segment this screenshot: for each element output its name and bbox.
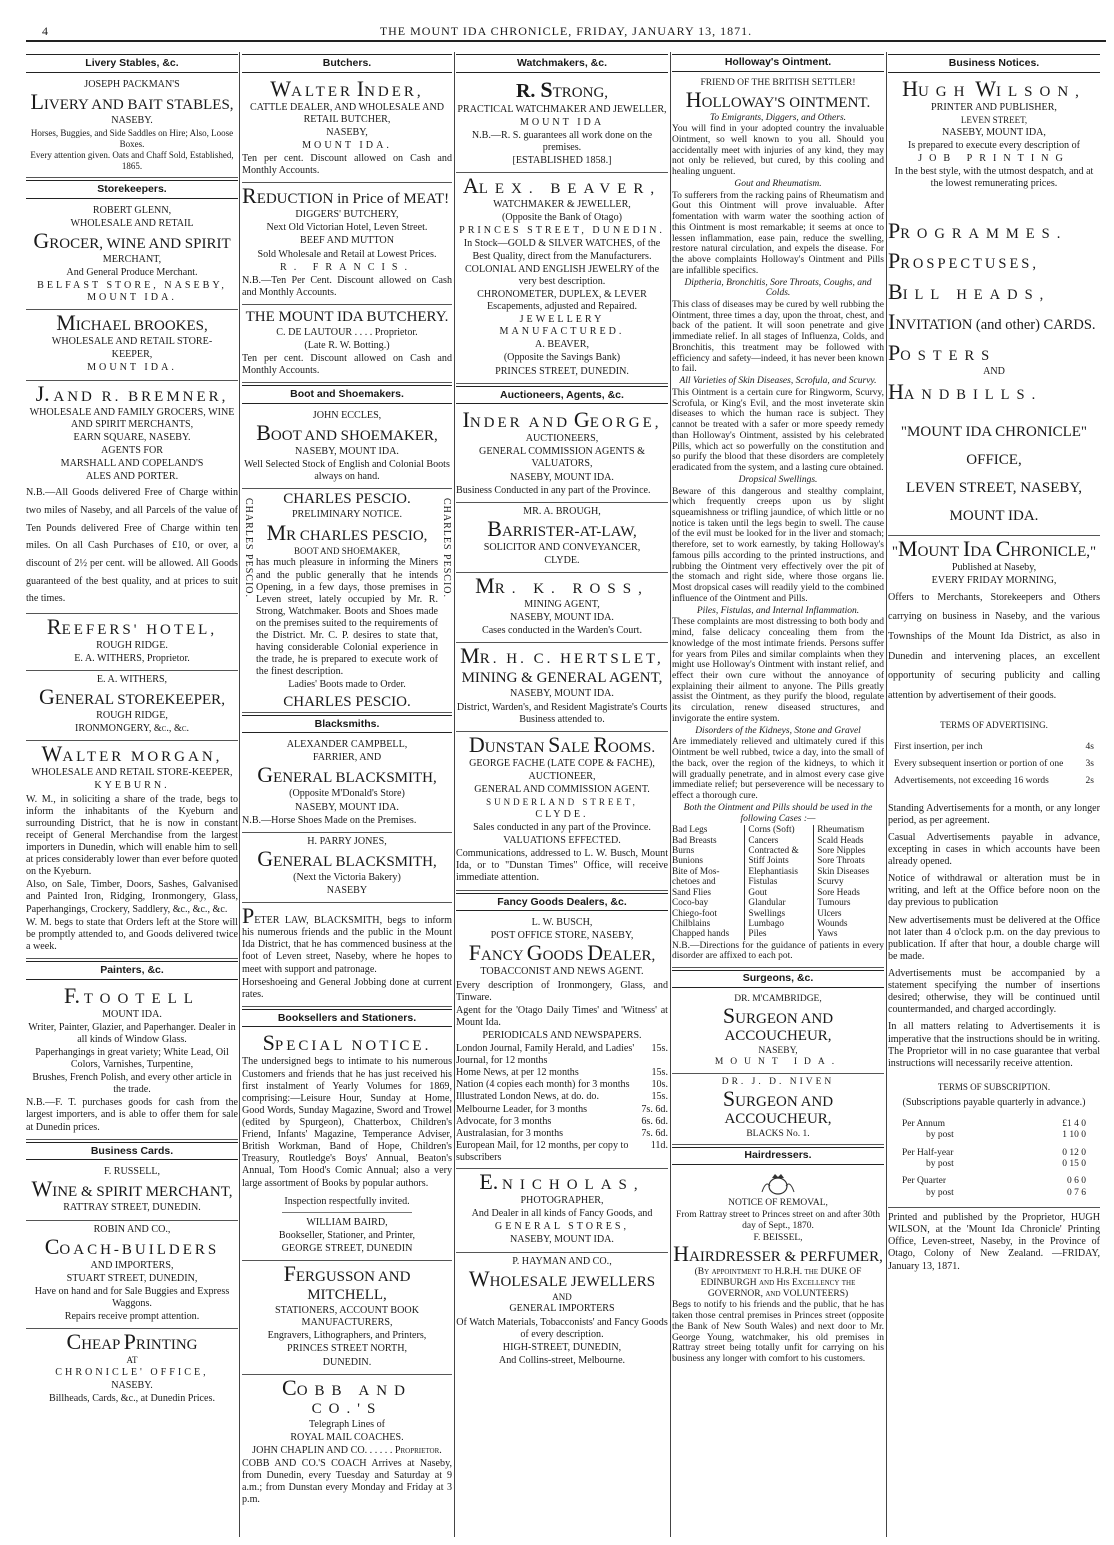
ailment-row [672, 877, 884, 887]
ad-brookes: MICHAEL BROOKES, WHOLESALE AND RETAIL STORE- KEEPER, MOUNT IDA. [26, 310, 238, 380]
ailment-cell: Stiff Joints [745, 856, 814, 866]
ad-diggers-butchery: REDUCTION in Price of MEAT! DIGGERS' BUTCHERY, Next Old Victorian Hotel, Leven Street. BEEF AND MUTTON Sold Wholesale and Retail at Lowest Prices. R. FRANCIS. N.B.—Ten Per Cent. Discount allowed on Cash and Monthly Accounts. [242, 183, 452, 305]
ailment-cell: Gout [745, 888, 814, 898]
column-5 [888, 52, 1100, 1537]
section-header: Boot and Shoemakers. [242, 385, 452, 404]
section-header: Business Notices. [888, 54, 1100, 73]
ad-ross: MR. K. ROSS, MINING AGENT, NASEBY, MOUNT IDA. Cases conducted in the Warden's Court. [456, 573, 668, 643]
sub-row: Per Half-year 0 12 0 [902, 1147, 1086, 1158]
ailment-cell: Cancers [745, 836, 814, 846]
price-row: Nation (4 copies each month) for 3 months 10s. [456, 1079, 668, 1091]
section-header: Storekeepers. [26, 180, 238, 199]
ailment-cell: Lumbago [745, 919, 814, 929]
ad-baird: SPECIAL NOTICE. The undersigned begs to intimate to his numerous Customers and friends that he has just received his first instalment of Yearly Volumes for 1869, comprising:—Leisure Hour, Sunday at Home, Good Words, Sunday Magazine, Sword and Trowel (edited by Spurgeon), Chatterbox, Children's Friend, Infants' Magazine, Temperance Adviser, British Workman, Band of Hope, Children's Treasury, Routledge's Boys' Annual, Beaton's Annual, Tom Hood's Comic Annual; also a very large assortment of Books by popular authors. Inspection respectfully invited. WILLIAM BAIRD, Bookseller, Stationer, and Printer, GEORGE STREET, DUNEDIN [242, 1030, 452, 1261]
ailment-cell: Elephantiasis [745, 867, 814, 877]
ad-strong: R. STRONG, PRACTICAL WATCHMAKER AND JEWELLER, MOUNT IDA N.B.—R. S. guarantees all work done on the premises. [ESTABLISHED 1858.] [456, 76, 668, 174]
ailment-cell: Corns (Soft) [745, 825, 814, 835]
newspaper-page [26, 22, 1106, 1537]
price-row: London Journal, Family Herald, and Ladies' Journal, for 12 months 15s. [456, 1043, 668, 1067]
ad-busch: L. W. BUSCH, POST OFFICE STORE, NASEBY, FANCY GOODS DEALER, TOBACCONIST AND NEWS AGENT. Every description of Ironmongery, Glass, and Tinware. Agent for the 'Otago Daily Times' and 'Witness' at Mount Ida. PERIODICALS AND NEWSPAPERS. London Journal, Family Herald, and Ladies' Journal, for 12 months 15s. Home News, at per 12 months 15s. Nation (4 copies each month) for 3 months 10s. Illustrated London News, at do. do. 15s. Melbourne Leader, for 3 months 7s. 6d. Advocate, for 3 months 6s. 6d. Australasian, for 3 months 7s. 6d. European Mail, for 12 months, per copy to subscribers 11d. [456, 914, 668, 1169]
masthead [26, 22, 1106, 42]
ailment-cell: Ulcers [814, 909, 884, 919]
ailment-cell: Piles [745, 929, 814, 939]
ailment-row [672, 856, 884, 866]
sub-row: Per Annum £1 4 0 [902, 1118, 1086, 1129]
ad-parry-jones: H. PARRY JONES, GENERAL BLACKSMITH, (Next the Victoria Bakery) NASEBY [242, 833, 452, 903]
ad-packman: JOSEPH PACKMAN'S LIVERY AND BAIT STABLES, NASEBY. Horses, Buggies, and Side Saddles on Hire; Also, Loose Boxes. Every attention given. Oats and Chaff Sold, Established, 1865. [26, 76, 238, 178]
ailment-row [672, 825, 884, 835]
ailment-cell: Chiego-foot [672, 908, 717, 919]
section-header: Livery Stables, &c. [26, 54, 238, 73]
rate-row: Advertisements, not exceeding 16 words 2s [894, 776, 1094, 787]
section-header: Butchers. [242, 54, 452, 73]
ailment-cell: Wounds [814, 919, 884, 929]
ad-campbell: ALEXANDER CAMPBELL, FARRIER, AND GENERAL BLACKSMITH, (Opposite M'Donald's Store) NASEBY, MOUNT IDA. N.B.—Horse Shoes Made on the Premises. [242, 736, 452, 833]
price-row: Advocate, for 3 months 6s. 6d. [456, 1115, 668, 1127]
ad-mccambridge: DR. M'CAMBRIDGE, SURGEON AND ACCOUCHEUR, NASEBY, MOUNT IDA. [672, 991, 884, 1074]
ailment-row [672, 846, 884, 856]
section-header: Fancy Goods Dealers, &c. [456, 893, 668, 912]
ailment-row [672, 867, 884, 877]
ad-niven: DR. J. D. NIVEN SURGEON AND ACCOUCHEUR, BLACKS No. 1. [672, 1074, 884, 1145]
column-2 [242, 52, 452, 1537]
rate-row: Every subsequent insertion or portion of one 3s [894, 758, 1094, 769]
section-header: Hairdressers. [672, 1147, 884, 1165]
ad-hugh-wilson: HUGH WILSON, PRINTER AND PUBLISHER, LEVEN STREET, NASEBY, MOUNT IDA, Is prepared to execute every description of JOB PRINTING In the best style, with the utmost despatch, and at the lowest remunerating prices. PROGRAMMES. PROSPECTUSES, BILL HEADS, INVITATION (and other) CARDS. POSTERS AND HANDBILLS. "MOUNT IDA CHRONICLE" OFFICE, LEVEN STREET, NASEBY, MOUNT IDA. [888, 76, 1100, 536]
ad-peter-law: PETER LAW, BLACKSMITH, begs to inform his numerous friends and the public in the Mount Ida District, that he has commenced business at the foot of Leven street, Naseby, where he hopes to meet with support and patronage. Horseshoeing and General Jobbing done at current rates. [242, 903, 452, 1007]
section-header: Business Cards. [26, 1142, 238, 1161]
ad-dunstan: DUNSTAN SALE ROOMS. GEORGE FACHE (LATE COPE & FACHE), AUCTIONEER, GENERAL AND COMMISSION AGENT. SUNDERLAND STREET, CLYDE. Sales conducted in any part of the Province. VALUATIONS EFFECTED. Communications, addressed to L. W. Busch, Mount Ida, or to "Dunstan Times" Office, will receive immediate attention. [456, 732, 668, 891]
column-3 [456, 52, 668, 1537]
ad-russell: F. RUSSELL, WINE & SPIRIT MERCHANT, RATTRAY STREET, DUNEDIN. [26, 1163, 238, 1220]
ailment-cell: Rheumatism [814, 825, 884, 835]
ailment-cell: Bunions [672, 856, 703, 867]
ad-eccles: JOHN ECCLES, BOOT AND SHOEMAKER, NASEBY, MOUNT IDA. Well Selected Stock of English and Colonial Boots always on hand. [242, 407, 452, 489]
ailment-cell: Bite of Mos- [672, 866, 720, 877]
ailment-cell: Sore Nipples [814, 846, 884, 856]
ailment-cell: Bad Legs [672, 825, 708, 836]
section-header: Auctioneers, Agents, &c. [456, 386, 668, 405]
ad-morgan: WALTER MORGAN, WHOLESALE AND RETAIL STORE-KEEPER, KYEBURN. W. M., in soliciting a share of the trade, begs to inform the inhabitants of the Kyeburn and surrounding District, that he is now in constant receipt of General Merchandise from the largest importers in Dunedin, which will enable him to sell at prices considerably lower than ever before quoted on the Kyeburn. Also, on Sale, Timber, Doors, Sashes, Galvanised and Painted Iron, Ridging, Ironmongery, Glass, Paperhangings, Crockery, Saddlery, &c., &c., &c. W. M. begs to state that Orders left at the Store will be promptly attended to, and Goods delivered twice a week. [26, 741, 238, 959]
ad-chronicle-terms: "MOUNT IDA CHRONICLE," Published at Naseby, EVERY FRIDAY MORNING, Offers to Merchants, Storekeepers and Others carrying on business in Naseby, and the various Townships of the Mount Ida District, as also in Dunedin and intervening places, an excellent opportunity of securing publicity and calling attention by advertisement of their goods. TERMS OF ADVERTISING. First insertion, per inch 4s Every subsequent insertion or portion of one 3s Advertisements, not exceeding 16 words 2s Standing Advertisements for a month, or any longer period, as per agreement. Casual Advertisements payable in advance, excepting in cases in which accounts have been already opened. Notice of withdrawal or alteration must be in writing, and left at the Office before noon on the day previous to publication New advertisements must be delivered at the Office not later than 4 o'clock p.m. on the day previous to publication. If after that hour, a double charge will be made. Advertisements must be accompanied by a statement specifying the number of insertions desired; otherwise, they will be continued until countermanded, and charged accordingly. In all matters relating to Advertisements it is imperative that the instructions should be in writing. The Proprietor will in no case guarantee that verbal instructions will necessarily receive attention. TERMS OF SUBSCRIPTION. (Subscriptions payable quarterly in advance.) Per Annum £1 4 0 by post 1 10 0 Per Half-year 0 12 0 by post 0 15 0 Per Quarter 0 6 0 by post 0 7 6 [888, 536, 1100, 1209]
section-header: Surgeons, &c. [672, 970, 884, 988]
ad-inder-george: INDER AND GEORGE, AUCTIONEERS, GENERAL COMMISSION AGENTS & VALUATORS, NASEBY, MOUNT IDA. Business Conducted in any part of the Province. [456, 407, 668, 503]
ailment-cell: Fistulas [745, 877, 814, 887]
price-row: Home News, at per 12 months 15s. [456, 1067, 668, 1079]
ailment-row [672, 929, 884, 939]
price-row: Illustrated London News, at do. do. 15s. [456, 1091, 668, 1103]
column-1 [26, 52, 238, 1537]
ad-mount-ida-butchery: THE MOUNT IDA BUTCHERY. C. DE LAUTOUR . . . . Proprietor. (Late R. W. Botting.) Ten per cent. Discount allowed on Cash and Monthly Accounts. [242, 305, 452, 383]
ailment-row [672, 919, 884, 929]
ad-beissel: NOTICE OF REMOVAL, From Rattray street to Princes street on and after 30th day of Sept., 1870. F. BEISSEL, HAIRDRESSER & PERFUMER, (By appointment to H.R.H. the DUKE OF EDINBURGH and His Excellency the GOVERNOR, and VOLUNTEERS) Begs to notify to his friends and the public, that he has taken those central premises in Princes street (opposite the Bank of New South Wales) and next door to Mr. George Young, watchmaker, his old premises in Rattray street being totally unfit for carrying on his business any longer with comfort to his customers. [672, 1168, 884, 1369]
ailments-table [672, 825, 884, 939]
royal-crest-icon [758, 1172, 798, 1196]
ad-robin: ROBIN AND CO., COACH-BUILDERS AND IMPORTERS, STUART STREET, DUNEDIN, Have on hand and for Sale Buggies and Express Waggons. Repairs receive prompt attention. [26, 1221, 238, 1330]
ad-pescio: CHARLES PESCIO. CHARLES PESCIO. CHARLES PESCIO. PRELIMINARY NOTICE. MR CHARLES PESCIO, BOOT AND SHOEMAKER, has much pleasure in informing the Miners and the public generally that he intends Opening, in a few days, those premises in Leven street, lately occupied by Mr. R. Strong, Watchmaker. Boots and Shoes made on the premises suited to the requirements of the District. Mr. C. P. desires to state that, having considerable Colonial experience in the trade, he is prepared to execute work of the finest description. Ladies' Boots made to Order. CHARLES PESCIO. [242, 490, 452, 712]
price-list [456, 1043, 668, 1164]
ailment-cell: Coco-bay [672, 898, 709, 909]
ad-cheap-printing: CHEAP PRINTING AT CHRONICLE' OFFICE, NASEBY. Billheads, Cards, &c., at Dunedin Prices. [49, 1329, 215, 1405]
rate-row: First insertion, per inch 4s [894, 741, 1094, 752]
ailment-cell: Yaws [814, 929, 884, 939]
page-number: 4 [42, 24, 49, 38]
price-row: Australasian, for 3 months 7s. 6d. [456, 1127, 668, 1139]
ailment-cell: Chilblains [672, 918, 711, 929]
ailment-row [672, 909, 884, 919]
ad-fergusson: FERGUSSON AND MITCHELL, STATIONERS, ACCOUNT BOOK MANUFACTURERS, Engravers, Lithographers, and Printers, PRINCES STREET NORTH, DUNEDIN. [242, 1261, 452, 1375]
ailment-cell: Burns [672, 846, 695, 857]
ad-bremner: J. AND R. BREMNER, WHOLESALE AND FAMILY GROCERS, WINE AND SPIRIT MERCHANTS, EARN SQUARE, NASEBY. AGENTS FOR MARSHALL AND COPELAND'S ALES AND PORTER. N.B.—All Goods delivered Free of Charge within two miles of Naseby, and all Parcels of the value of Ten Pounds delivered Free of Charge within ten miles. On all Cash Purchases of £10, or over, a discount of 2½ per cent. will be allowed. All Goods guaranteed of the best quality, and at prices to suit the times. [26, 381, 238, 614]
section-header: Painters, &c. [26, 961, 238, 980]
ad-holloway: FRIEND OF THE BRITISH SETTLER! HOLLOWAY'S OINTMENT. To Emigrants, Diggers, and Others. You will find in your adopted country the invaluable Ointment, so well known to you all. Should you accidentally meet with injuries of any kind, they may not only be relieved, but cured, by this cooling and healing unguent. Gout and Rheumatism. To sufferers from the racking pains of Rheumatism and Gout this Ointment will prove invaluable. After fomentation with warm water the soothing action of this Ointment is most remarkable; it seems at once to lessen inflammation, ease pain, reduce the swelling, restore natural circulation, and expels the disease. For the above complaints Holloway's Ointment and Pills are infallible specifics. Diptheria, Bronchitis, Sore Throats, Coughs, and Colds. This class of diseases may be cured by well rubbing the Ointment, three times a day, upon the throat, chest, and back of the patient. It will soon penetrate and give immediate relief. In all stages of Influenza, Colds, and Bronchitis, this treatment may be followed with efficiency and safety—indeed, it has never been known to fail. All Varieties of Skin Diseases, Scrofula, and Scurvy. This Ointment is a certain cure for Ringworm, Scurvy, Scrofula, or King's Evil, and the most inveterate skin diseases to which the human race is subject. They cannot be treated with a safer or more speedy remedy than Holloway's Ointment, assisted by his celebrated Pills, which act so powerfully on the constitution and so purify the blood that these disorders are completely eradicated from the system, and a lasting cure obtained. Dropsical Swellings. Beware of this dangerous and stealthy complaint, which frequently creeps upon us by slight squeamishness or trifling jaundice, of which little or no notice is taken until the legs begin to swell. The cause of the evil must be looked for in the liver and stomach; therefore, set to work earnestly, by taking Holloway's famous pills according to the printed instructions, and rubbing the Ointment very effectively over the pit of the stomach and right side, where those organs lie. Most dropsical cases will readily yield to the combined influence of the Ointment and Pills. Piles, Fistulas, and Internal Inflammation. These complaints are most distressing to both body and mind, false delicacy concealing them from the knowledge of the most intimate friends. Persons suffer for years from Piles and similar complaints when they might use Holloway's Ointment with instant relief, and effect their own cure without the annoyance of explaining their ailment to anyone. The Pills greatly assist the Ointment, as they purify the blood, regulate its circulation, renew diseased structures, and invigorate the entire system. Disorders of the Kidneys, Stone and Gravel Are immediately relieved and ultimately cured if this Ointment be well rubbed, twice a day, into the small of the back, over the region of the kidneys, to which it will gradually penetrate, and in almost every case give immediate relief; but perseverence will be necessary to effect a thorough cure. Both the Ointment and Pills should be used in the following Cases :— Bad Legs Corns (Soft) Rheumatism Bad Breasts Cancers Scald Heads Burns Contracted & Sore Nipples Bunions Stiff Joints Sore Throats Bite of Mos- Elephantiasis Skin Diseases chetoes and Fistulas Scurvy Sand Flies Gout Sore Heads Coco-bay Glandular Tumours Chiego-foot Swellings Ulcers Chilblains Lumbago Wounds Chapped hands Piles Yaws N.B.—Directions for the guidance of patients in every disorder are affixed to each pot. [672, 75, 884, 968]
ad-hayman: P. HAYMAN AND CO., WHOLESALE JEWELLERS AND GENERAL IMPORTERS Of Watch Materials, Tobacconists' and Fancy Goods of every description. HIGH-STREET, DUNEDIN, And Collins-street, Melbourne. [456, 1255, 668, 1366]
ailment-cell: Sand Flies [672, 887, 711, 898]
ad-cobb: COBB AND CO.'S Telegraph Lines of ROYAL MAIL COACHES. JOHN CHAPLIN AND CO. . . . . . Proprietor. COBB AND CO.'S COACH Arrives at Naseby, from Dunedin, every Tuesday and Saturday at 9 a.m.; from Dunstan every Monday and Friday at 3 p.m. [242, 1374, 452, 1506]
sub-row: Per Quarter 0 6 0 [902, 1176, 1086, 1187]
ailment-cell: chetoes and [672, 877, 716, 888]
page-title: THE MOUNT IDA CHRONICLE, FRIDAY, JANUARY 13, 1871. [379, 24, 753, 38]
ailment-cell: Bad Breasts [672, 835, 717, 846]
sub-row: by post 1 10 0 [926, 1130, 1086, 1141]
ad-tootell: F. TOOTELL MOUNT IDA. Writer, Painter, Glazier, and Paperhanger. Dealer in all kinds of Window Glass. Paperhangings in great variety; White Lead, Oil Colors, Varnishes, Turpentine, Brushes, French Polish, and every other article in the trade. N.B.—F. T. purchases goods for cash from the largest importers, and is able to offer them for sale at Dunedin prices. [26, 983, 238, 1140]
ad-hertslet: MR. H. C. HERTSLET, MINING & GENERAL AGENT, NASEBY, MOUNT IDA. District, Warden's, and Resident Magistrate's Courts Business attended to. [456, 643, 668, 731]
section-header: Blacksmiths. [242, 715, 452, 734]
ailment-cell: Tumours [814, 898, 884, 908]
ailment-cell: Sore Heads [814, 888, 884, 898]
ailment-row [672, 888, 884, 898]
ailment-cell: Contracted & [745, 846, 814, 856]
section-header: Booksellers and Stationers. [242, 1009, 452, 1028]
ailment-cell: Swellings [745, 909, 814, 919]
ad-reefers-hotel: REEFERS' HOTEL, ROUGH RIDGE. E. A. WITHERS, Proprietor. [26, 614, 238, 671]
sub-row: by post 0 15 0 [926, 1158, 1086, 1169]
ailment-row [672, 836, 884, 846]
ailment-cell: Skin Diseases [814, 867, 884, 877]
ailment-cell: Sore Throats [814, 856, 884, 866]
ailment-cell: Scurvy [814, 877, 884, 887]
ad-withers: E. A. WITHERS, GENERAL STOREKEEPER, ROUGH RIDGE, IRONMONGERY, &c., &c. [26, 671, 238, 741]
sub-row: by post 0 7 6 [926, 1187, 1086, 1198]
price-row: European Mail, for 12 months, per copy to subscribers 11d. [456, 1139, 668, 1164]
ad-brough: MR. A. BROUGH, BARRISTER-AT-LAW, SOLICITOR AND CONVEYANCER, CLYDE. [456, 503, 668, 573]
ad-walter-inder: WALTER INDER, CATTLE DEALER, AND WHOLESALE AND RETAIL BUTCHER, NASEBY, MOUNT IDA. Ten per cent. Discount allowed on Cash and Monthly Accounts. [242, 76, 452, 184]
ailment-row [672, 898, 884, 908]
price-row: Melbourne Leader, for 3 months 7s. 6d. [456, 1103, 668, 1115]
imprint: Printed and published by the Proprietor, HUGH WILSON, at the 'Mount Ida Chronicle' Printing Office, Leven-street, Naseby, in the Province of Otago, Colony of New Zealand. —FRIDAY, January 13, 1871. [888, 1212, 1100, 1272]
ad-nicholas: E. NICHOLAS, PHOTOGRAPHER, And Dealer in all kinds of Fancy Goods, and GENERAL STORES, NASEBY, MOUNT IDA. [456, 1169, 668, 1252]
column-4 [672, 52, 884, 1537]
section-header: Watchmakers, &c. [456, 54, 668, 73]
section-header: Holloway's Ointment. [672, 54, 884, 72]
ailment-cell: Scald Heads [814, 836, 884, 846]
ad-glenn: ROBERT GLENN, WHOLESALE AND RETAIL GROCER, WINE AND SPIRIT MERCHANT, And General Produce Merchant. BELFAST STORE, NASEBY, MOUNT IDA. [26, 202, 238, 311]
ad-beaver: ALEX. BEAVER, WATCHMAKER & JEWELLER, (Opposite the Bank of Otago) PRINCES STREET, DUNEDIN. In Stock—GOLD & SILVER WATCHES, of the Best Quality, direct from the Manufacturers. COLONIAL AND ENGLISH JEWELRY of the very best description. CHRONOMETER, DUPLEX, & LEVER Escapements, adjusted and Repaired. JEWELLERY MANUFACTURED. A. BEAVER, (Opposite the Savings Bank) PRINCES STREET, DUNEDIN. [456, 173, 668, 384]
ailment-cell: Chapped hands [672, 929, 730, 940]
ailment-cell: Glandular [745, 898, 814, 908]
